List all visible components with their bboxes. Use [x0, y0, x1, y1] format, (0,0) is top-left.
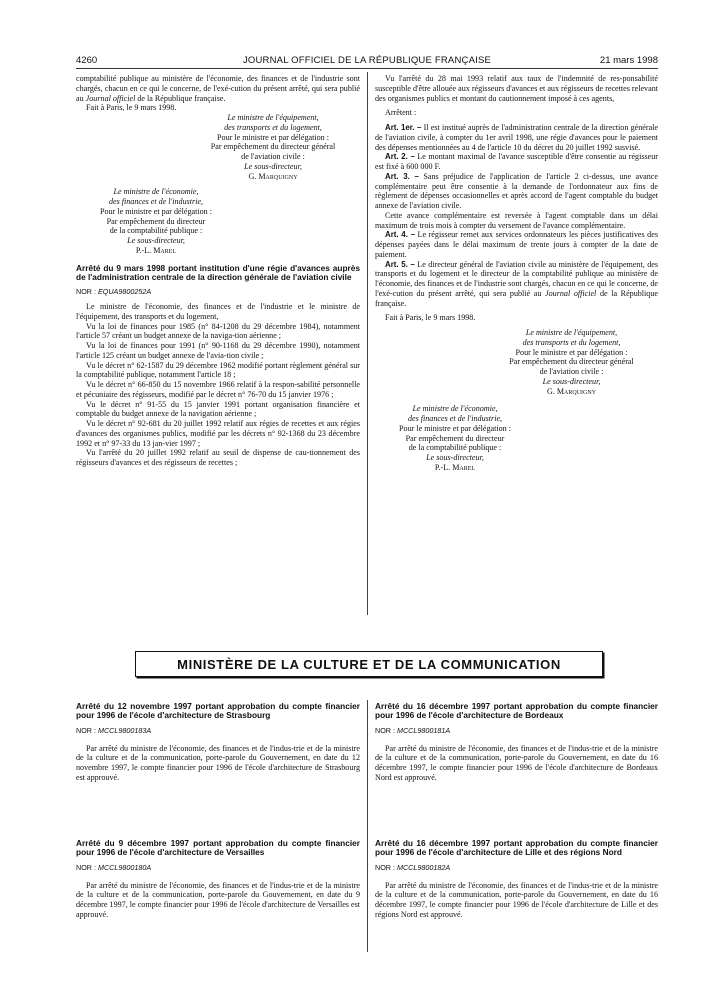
decree-bordeaux [375, 702, 658, 783]
continuation-paragraph: comptabilité publique au ministère de l'économie, des finances et de l'industrie sont chargés, chacun en ce qui le concerne, de l'exé-cution du présent arrêté, qui sera publié au Journal officiel de la République française. [76, 74, 360, 103]
right-column [375, 74, 658, 473]
article-3-continued: Cette avance complémentaire est reversée à l'agent comptable dans un délai maximum de trois mois à compter du versement de l'avance complémentaire. [375, 210, 658, 230]
issue-date: 21 mars 1998 [599, 55, 658, 66]
column-divider-bottom [367, 700, 368, 952]
fait-line: Fait à Paris, le 9 mars 1998. [385, 313, 476, 323]
nor-reference: NOR : MCCL9800180A [76, 862, 152, 872]
visa-item: Vu la loi de finances pour 1985 (n° 84-1208 du 29 décembre 1984), notamment l'article 57 créant un budget annexe de la naviga-tion aérienne ; [76, 321, 360, 341]
decree-strasbourg [76, 702, 360, 783]
article-3: Art. 3. – Sans préjudice de l'application de l'article 2 ci-dessus, une avance complémentaire peut être consentie à la demande de l'ordonnateur aux fins de règlement de dépenses occasionnelles et après accord de l'agent comptable du budget annexe de l'aviation civile. [375, 171, 658, 210]
decree-versailles [76, 839, 360, 920]
visa-item: Vu le décret n° 91-55 du 15 janvier 1991 portant organisation financière et comptable du budget annexe de la navigation aérienne ; [76, 399, 360, 419]
signature-block-1: Le ministre de l'équipement, des transports et du logement, Pour le ministre et par délégation : Par empêchement du directeur général de l'aviation civile : Le sous-directeur, G. Marquigny [210, 113, 336, 181]
nor-reference: NOR : MCCL9800182A [375, 862, 451, 872]
decree-title: Arrêté du 12 novembre 1997 portant approbation du compte financier pour 1996 de l'école d'architecture de Strasbourg [76, 701, 360, 721]
article-2: Art. 2. – Le montant maximal de l'avance susceptible d'être consentie au régisseur est fixé à 600 000 F. [375, 152, 658, 171]
nor-reference: NOR : MCCL9800181A [375, 725, 451, 735]
page-header [76, 55, 658, 69]
signature-block-2: Le ministre de l'économie, des finances et de l'industrie, Pour le ministre et par délégation : Par empêchement du directeur de la comptabilité publique : Le sous-directeur, P.-L. Marel [100, 187, 212, 255]
visa-item: Le ministre de l'économie, des finances et de l'industrie et le ministre de l'équipement, des transports et du logement, [76, 302, 360, 321]
fait-line: Fait à Paris, le 9 mars 1998. [86, 103, 177, 113]
article-5: Art. 5. – Le directeur général de l'aviation civile au ministère de l'équipement, des transports et du logement et le directeur de la comptabilité publique au ministère de l'économie, des finances et de l'industrie sont chargés, chacun en ce qui le concerne, de l'exé-cution du présent arrêté, qui sera publié au Journal officiel de la République française. [375, 259, 658, 308]
ministry-banner: MINISTÈRE DE LA CULTURE ET DE LA COMMUNICATION [135, 651, 603, 677]
decree-body: Par arrêté du ministre de l'économie, des finances et de l'indus-trie et de la ministre de la culture et de la communication, porte-parole du Gouvernement, en date du 9 décembre 1997, le compte financier pour 1996 de l'école d'architecture de Versailles est approuvé. [76, 880, 360, 919]
arretent: Arrêtent : [385, 108, 417, 118]
decree-title: Arrêté du 9 mars 1998 portant institution d'une régie d'avances auprès de l'administration centrale de la direction générale de l'aviation civile [76, 262, 360, 282]
visa-item: Vu la loi de finances pour 1991 (n° 90-1168 du 29 décembre 1990), notamment l'article 125 créant un budget annexe de l'avia-tion civile ; [76, 341, 360, 360]
article-1: Art. 1er. – Il est institué auprès de l'administration centrale de la direction générale de l'aviation civile, à compter du 1er avril 1998, une régie d'avances pour le paiement des dépenses mentionnées au 4 de l'article 10 du décret du 20 juillet 1992 susvisé. [375, 123, 659, 152]
decree-title: Arrêté du 16 décembre 1997 portant approbation du compte financier pour 1996 de l'école d'architecture de Bordeaux [375, 701, 658, 721]
page-number: 4260 [76, 55, 98, 66]
decree-body: Par arrêté du ministre de l'économie, des finances et de l'indus-trie et de la ministre de la culture et de la communication, porte-parole du Gouvernement, en date du 16 décembre 1997, le compte financier pour 1996 de l'école d'architecture de Lille et des régions Nord est approuvé. [375, 880, 658, 919]
decree-body: Par arrêté du ministre de l'économie, des finances et de l'indus-trie et de la ministre de la culture et de la communication, porte-parole du Gouvernement, en date du 12 novembre 1997, le compte financier pour 1996 de l'école d'architecture de Strasbourg est approuvé. [76, 743, 360, 782]
signature-block-1: Le ministre de l'équipement, des transports et du logement, Pour le ministre et par délégation : Par empêchement du directeur général de l'aviation civile : Le sous-directeur, G. Marquigny [509, 328, 634, 396]
header-rule [76, 68, 658, 69]
decree-title: Arrêté du 16 décembre 1997 portant approbation du compte financier pour 1996 de l'école d'architecture de Lille et des régions Nord [375, 838, 658, 858]
nor-reference: NOR : EQUA9800252A [76, 287, 152, 297]
visa-item: Vu l'arrêté du 28 mai 1993 relatif aux taux de l'indemnité de res-ponsabilité susceptible d'être allouée aux régisseurs d'avances et aux régisseurs de recettes relevant des organismes publics et montant du cautionnement imposé à ces agents, [375, 74, 658, 103]
visa-item: Vu le décret n° 66-850 du 15 novembre 1966 relatif à la respon-sabilité personnelle et pécuniaire des régisseurs, modifié par le décret n° 76-70 du 15 janvier 1976 ; [76, 380, 360, 399]
visa-item: Vu le décret n° 92-681 du 20 juillet 1992 relatif aux régies de recettes et aux régies d'avances des organismes publics, modifié par les décrets n° 92-1368 du 23 décembre 1992 et n° 97-33 du 13 jan-vier 1997 ; [76, 419, 360, 448]
visa-list [76, 302, 360, 468]
visa-item: Vu l'arrêté du 20 juillet 1992 relatif au seuil de dispense de cau-tionnement des régisseurs d'avances et des régisseurs de recettes ; [76, 448, 360, 468]
journal-title: JOURNAL OFFICIEL DE LA RÉPUBLIQUE FRANÇAISE [242, 55, 492, 66]
left-column [76, 74, 360, 468]
decree-lille [375, 839, 658, 920]
decree-title: Arrêté du 9 décembre 1997 portant approbation du compte financier pour 1996 de l'école d'architecture de Versailles [76, 838, 360, 858]
decree-body: Par arrêté du ministre de l'économie, des finances et de l'indus-trie et de la ministre de la culture et de la communication, porte-parole du Gouvernement, en date du 16 décembre 1997, le compte financier pour 1996 de l'école d'architecture de Bordeaux Nord est approuvé. [375, 743, 658, 782]
article-4: Art. 4. – Le régisseur remet aux services ordonnateurs les pièces justificatives des dépenses payées dans le délai maximum de trente jours à compter de la date de paiement. [375, 230, 658, 259]
column-divider-top [367, 72, 368, 615]
visa-item: Vu le décret n° 62-1587 du 29 décembre 1962 modifié portant règlement général sur la comptabilité publique, notamment l'article 18 ; [76, 360, 360, 380]
nor-reference: NOR : MCCL9800183A [76, 725, 152, 735]
signature-block-2: Le ministre de l'économie, des finances et de l'industrie, Pour le ministre et par délégation : Par empêchement du directeur de la comptabilité publique : Le sous-directeur, P.-L. Marel [399, 404, 511, 472]
